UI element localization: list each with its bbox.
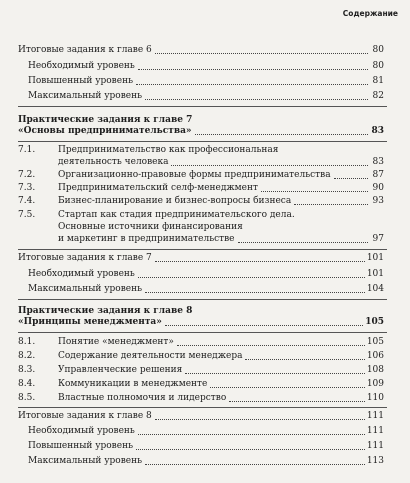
toc-entry-ch8-summary[interactable] <box>18 411 384 422</box>
toc-label: Содержание деятельности менеджера <box>58 351 243 361</box>
toc-page: 80 <box>372 45 384 55</box>
section-title-line: Предпринимательство как профессиональная <box>58 145 279 155</box>
toc-label: Необходимый уровень <box>28 61 135 71</box>
toc-page: 81 <box>372 76 384 86</box>
toc-page: 83 <box>371 126 384 136</box>
toc-label: Максимальный уровень <box>28 456 143 466</box>
toc-page: 101 <box>366 253 384 263</box>
toc-page: 90 <box>372 183 384 193</box>
toc-label: Итоговые задания к главе 6 <box>18 45 152 55</box>
toc-label: деятельность человека <box>58 157 169 167</box>
leader-dots <box>229 399 365 402</box>
section-number: 7.4. <box>18 196 36 206</box>
leader-dots <box>245 357 364 360</box>
toc-entry-ch8-title[interactable] <box>18 317 384 328</box>
toc-label: Властные полномочия и лидерство <box>58 393 227 403</box>
toc-label: Необходимый уровень <box>28 426 135 436</box>
toc-label: Итоговые задания к главе 7 <box>18 253 152 263</box>
section-divider <box>18 249 387 250</box>
toc-entry-8-5[interactable] <box>58 393 384 404</box>
leader-dots <box>165 323 363 326</box>
toc-entry-ch6-summary[interactable] <box>18 45 384 56</box>
toc-page: 105 <box>365 317 384 327</box>
toc-entry-ch6-level[interactable] <box>28 76 384 87</box>
toc-entry-8-1[interactable] <box>58 337 384 348</box>
toc-label: Коммуникации в менеджменте <box>58 379 208 389</box>
running-header: Содержание <box>342 9 398 18</box>
toc-page: 110 <box>366 393 384 403</box>
toc-page: 105 <box>366 337 384 347</box>
toc-page: 93 <box>372 196 384 206</box>
section-title-line: Стартап как стадия предпринимательского дела. <box>58 210 295 220</box>
chapter-8-title-line2: «Принципы менеджмента» <box>18 317 162 327</box>
leader-dots <box>185 371 364 374</box>
toc-entry-7-4[interactable] <box>58 196 384 207</box>
toc-entry-ch8-level[interactable] <box>28 426 384 437</box>
section-number: 7.2. <box>18 170 36 180</box>
toc-entry-8-3[interactable] <box>58 365 384 376</box>
section-number: 7.5. <box>18 210 36 220</box>
section-divider <box>18 106 387 107</box>
toc-label: Понятие «менеджмент» <box>58 337 174 347</box>
leader-dots <box>136 82 368 85</box>
toc-page: 82 <box>372 91 384 101</box>
section-number: 8.5. <box>18 393 36 403</box>
toc-entry-7-3[interactable] <box>58 183 384 194</box>
section-divider <box>18 299 387 300</box>
leader-dots <box>145 462 365 465</box>
toc-label: Предпринимательский селф-менеджмент <box>58 183 258 193</box>
section-divider <box>18 332 387 333</box>
leader-dots <box>294 202 368 205</box>
toc-label: Максимальный уровень <box>28 91 143 101</box>
toc-entry-7-2[interactable] <box>58 170 384 181</box>
toc-label: Повышенный уровень <box>28 76 133 86</box>
toc-page: 83 <box>372 157 384 167</box>
section-number: 7.3. <box>18 183 36 193</box>
section-divider <box>18 141 387 142</box>
toc-page: 111 <box>366 441 384 451</box>
toc-page: 101 <box>366 269 384 279</box>
section-divider <box>18 407 387 408</box>
toc-page: 106 <box>366 351 384 361</box>
leader-dots <box>171 163 368 166</box>
toc-entry-ch7-level[interactable] <box>28 269 384 280</box>
section-number: 8.1. <box>18 337 36 347</box>
toc-label: Итоговые задания к главе 8 <box>18 411 152 421</box>
toc-entry-ch7-level[interactable] <box>28 284 384 295</box>
toc-label: Бизнес-планирование и бизнес-вопросы бизнеса <box>58 196 292 206</box>
toc-label: Повышенный уровень <box>28 441 133 451</box>
toc-entry-ch7-title[interactable] <box>18 126 384 137</box>
toc-page: 109 <box>366 379 384 389</box>
toc-entry-7-1[interactable] <box>58 157 384 168</box>
leader-dots <box>177 343 365 346</box>
toc-entry-ch6-level[interactable] <box>28 91 384 102</box>
leader-dots <box>155 417 365 420</box>
toc-page: 80 <box>372 61 384 71</box>
leader-dots <box>136 447 365 450</box>
chapter-7-title-line2: «Основы предпринимательства» <box>18 126 192 136</box>
toc-page: 111 <box>366 411 384 421</box>
leader-dots <box>261 189 368 192</box>
section-number: 8.2. <box>18 351 36 361</box>
toc-label: Необходимый уровень <box>28 269 135 279</box>
toc-page: 108 <box>366 365 384 375</box>
toc-entry-8-4[interactable] <box>58 379 384 390</box>
chapter-7-title-line1: Практические задания к главе 7 <box>18 115 193 125</box>
leader-dots <box>195 132 368 135</box>
toc-page: 104 <box>366 284 384 294</box>
toc-label: Максимальный уровень <box>28 284 143 294</box>
toc-entry-ch8-level[interactable] <box>28 441 384 452</box>
leader-dots <box>138 275 365 278</box>
leader-dots <box>138 432 365 435</box>
section-number: 7.1. <box>18 145 36 155</box>
section-title-line: Основные источники финансирования <box>58 222 243 232</box>
toc-entry-ch8-level[interactable] <box>28 456 384 467</box>
section-number: 8.3. <box>18 365 36 375</box>
toc-page: 111 <box>366 426 384 436</box>
leader-dots <box>210 385 364 388</box>
chapter-8-title-line1: Практические задания к главе 8 <box>18 306 193 316</box>
section-number: 8.4. <box>18 379 36 389</box>
toc-entry-ch7-summary[interactable] <box>18 253 384 264</box>
toc-page: 113 <box>366 456 384 466</box>
toc-label: Организационно-правовые формы предпринимательства <box>58 170 331 180</box>
toc-label: Управленческие решения <box>58 365 183 375</box>
leader-dots <box>138 67 368 70</box>
leader-dots <box>145 290 365 293</box>
toc-entry-7-5[interactable] <box>58 234 384 245</box>
leader-dots <box>238 240 368 243</box>
leader-dots <box>155 259 365 262</box>
toc-label: и маркетинг в предпринимательстве <box>58 234 235 244</box>
leader-dots <box>155 51 368 54</box>
toc-page: 87 <box>372 170 384 180</box>
toc-entry-8-2[interactable] <box>58 351 384 362</box>
toc-page: 97 <box>372 234 384 244</box>
leader-dots <box>145 97 368 100</box>
toc-entry-ch6-level[interactable] <box>28 61 384 72</box>
leader-dots <box>334 176 368 179</box>
